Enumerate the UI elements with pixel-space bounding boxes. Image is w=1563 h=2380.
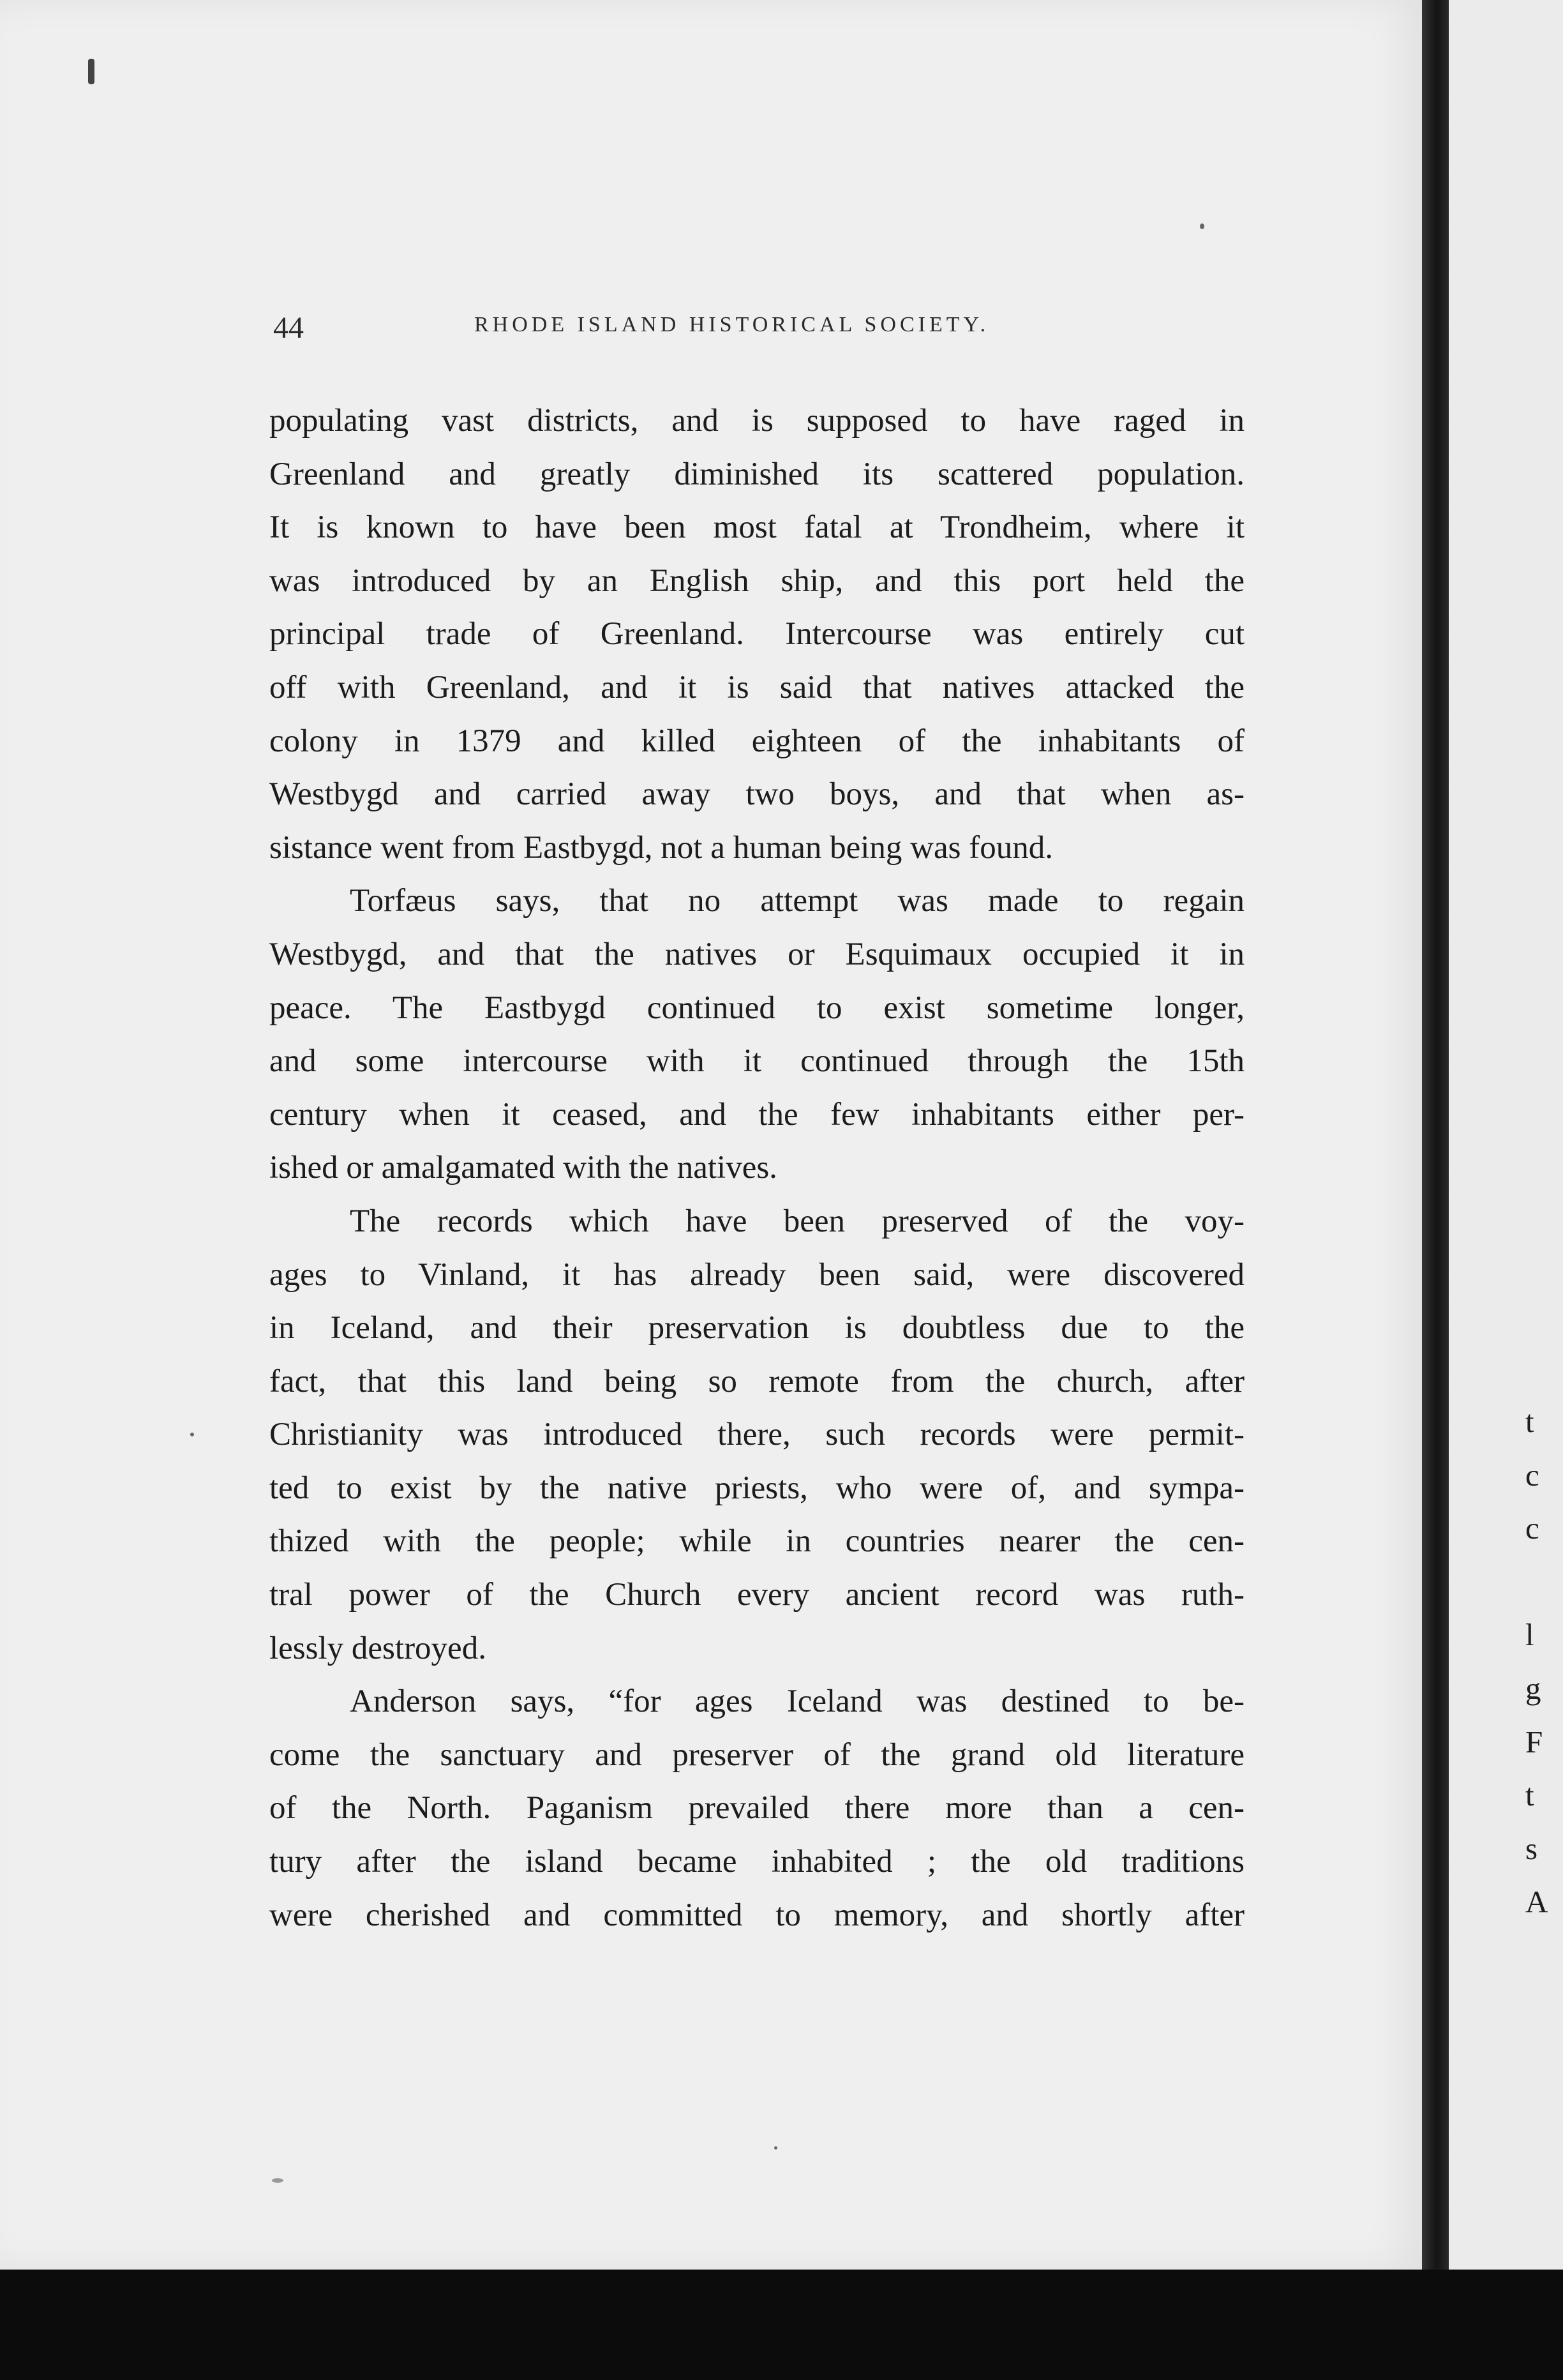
running-head	[273, 310, 1250, 349]
scan-speck	[190, 1433, 194, 1436]
text-line: and some intercourse with it continued through the 15th	[269, 1043, 1245, 1080]
text-line: Christianity was introduced there, such records were permit-	[269, 1417, 1245, 1453]
text-line: were cherished and committed to memory, and shortly after	[269, 1897, 1245, 1933]
facing-fragment: l	[1525, 1617, 1534, 1653]
book-spine-gutter	[1422, 0, 1449, 2289]
text-line: fact, that this land being so remote from the church, after	[269, 1363, 1245, 1399]
text-line: colony in 1379 and killed eighteen of the inhabitants of	[269, 723, 1245, 759]
text-line: populating vast districts, and is supposed to have raged in	[269, 403, 1245, 439]
scan-bottom-border	[0, 2270, 1563, 2380]
text-line: Anderson says, “for ages Iceland was destined to be-	[350, 1683, 1245, 1720]
facing-page-text-fragments	[1525, 1395, 1563, 1929]
text-line: peace. The Eastbygd continued to exist sometime longer,	[269, 990, 1245, 1026]
page-number: 44	[273, 311, 304, 345]
text-line: century when it ceased, and the few inhabitants either per-	[269, 1096, 1245, 1133]
facing-fragment: c	[1525, 1457, 1539, 1493]
text-line: sistance went from Eastbygd, not a human being was found.	[269, 829, 1053, 866]
text-line: tury after the island became inhabited ; the old traditions	[269, 1844, 1245, 1880]
facing-fragment: s	[1525, 1830, 1538, 1866]
text-line: tral power of the Church every ancient record was ruth-	[269, 1577, 1245, 1613]
facing-fragment	[1525, 1555, 1563, 1609]
text-line: It is known to have been most fatal at Trondheim, where it	[269, 509, 1245, 546]
text-line: thized with the people; while in countries nearer the cen-	[269, 1523, 1245, 1560]
facing-fragment: A	[1525, 1884, 1548, 1920]
facing-fragment: F	[1525, 1724, 1543, 1759]
text-line: principal trade of Greenland. Intercourse was entirely cut	[269, 616, 1245, 652]
text-line: ted to exist by the native priests, who were of, and sympa-	[269, 1470, 1245, 1506]
text-line: come the sanctuary and preserver of the grand old literature	[269, 1736, 1245, 1773]
facing-fragment: g	[1525, 1670, 1541, 1706]
facing-fragment: c	[1525, 1510, 1539, 1546]
facing-fragment: t	[1525, 1404, 1534, 1439]
text-line: of the North. Paganism prevailed there more than a cen-	[269, 1790, 1245, 1826]
text-line: lessly destroyed.	[269, 1630, 486, 1666]
scan-speck	[774, 2146, 777, 2150]
text-line: ages to Vinland, it has already been said, were discovered	[269, 1256, 1245, 1293]
text-line: Westbygd and carried away two boys, and that when as-	[269, 776, 1245, 813]
page-header: RHODE ISLAND HISTORICAL SOCIETY.	[474, 313, 990, 336]
scan-speck	[1200, 223, 1204, 229]
text-line: The records which have been preserved of the voy-	[350, 1203, 1245, 1239]
text-line: Greenland and greatly diminished its scattered population.	[269, 456, 1245, 492]
facing-page-edge	[1449, 0, 1563, 2273]
text-line: off with Greenland, and it is said that natives attacked the	[269, 669, 1245, 705]
text-line: Westbygd, and that the natives or Esquimaux occupied it in	[269, 936, 1245, 972]
text-line: ished or amalgamated with the natives.	[269, 1150, 777, 1186]
scan-speck	[272, 2178, 283, 2183]
text-line: Torfæus says, that no attempt was made to regain	[350, 883, 1245, 919]
scan-speck	[88, 59, 94, 84]
text-line: in Iceland, and their preservation is doubtless due to the	[269, 1310, 1245, 1346]
body-text	[269, 395, 1245, 1942]
text-line: was introduced by an English ship, and this port held the	[269, 562, 1245, 599]
facing-fragment: t	[1525, 1777, 1534, 1813]
